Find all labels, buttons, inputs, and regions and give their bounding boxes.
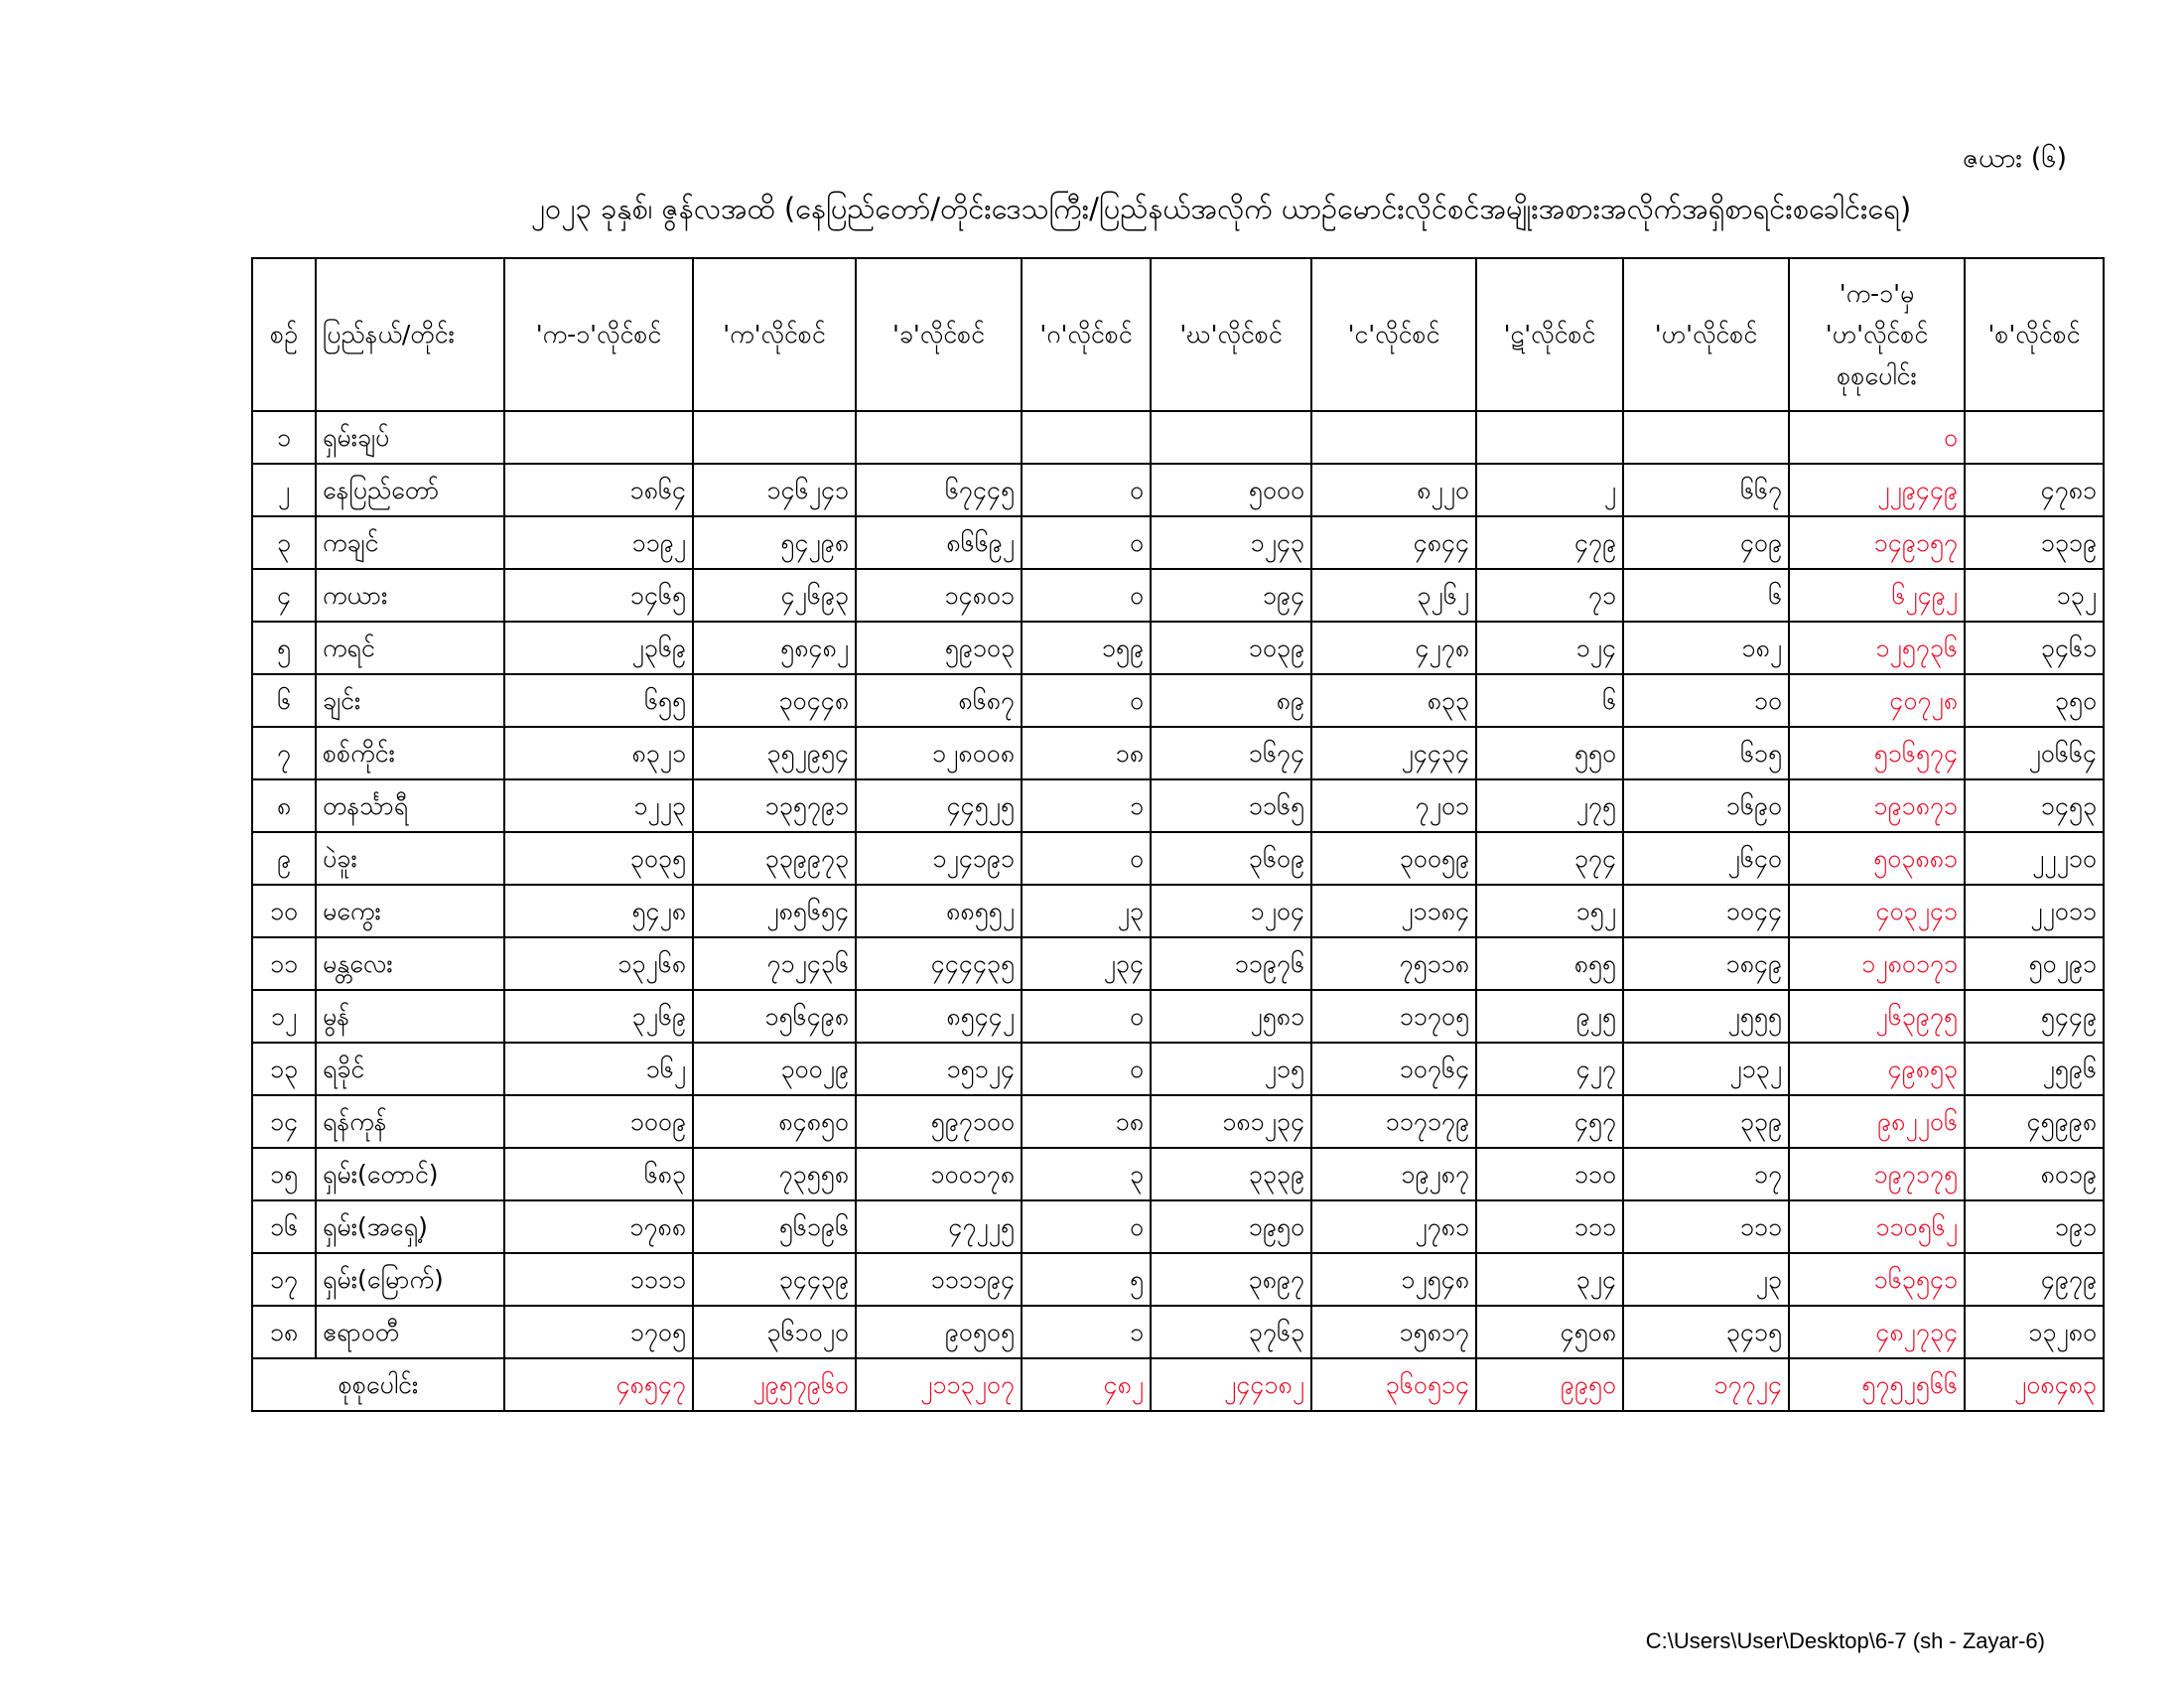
cell-c3: ၁၄၈၀၁ — [856, 569, 1022, 622]
cell-region: တနင်္သာရီ — [316, 779, 504, 832]
cell-c9: ၄၀၃၂၄၁ — [1789, 885, 1965, 937]
cell-c10: ၂၂၀၁၁ — [1965, 885, 2104, 937]
total-c1: ၄၈၅၄၇ — [504, 1358, 693, 1411]
cell-c8: ၂၁၃၂ — [1623, 1043, 1789, 1095]
cell-c4: ၃ — [1022, 1148, 1151, 1200]
cell-c3: ၅၉၇၁၀၀ — [856, 1095, 1022, 1148]
cell-c10: ၄၅၉၉၈ — [1965, 1095, 2104, 1148]
cell-c5: ၁၈၁၂၃၄ — [1151, 1095, 1311, 1148]
cell-c3: ၄၇၂၂၅ — [856, 1200, 1022, 1253]
cell-c1: ၁၇၈၈ — [504, 1200, 693, 1253]
header-c10: 'စ'လိုင်စင် — [1965, 258, 2104, 411]
cell-region: ရှမ်း(အရှေ့) — [316, 1200, 504, 1253]
cell-c2: ၈၄၈၅၀ — [693, 1095, 856, 1148]
cell-c9: ၁၉၁၈၇၁ — [1789, 779, 1965, 832]
cell-c5: ၅၀၀၀ — [1151, 464, 1311, 516]
cell-sn: ၄ — [252, 569, 316, 622]
cell-region: မွန် — [316, 990, 504, 1043]
header-c4: 'ဂ'လိုင်စင် — [1022, 258, 1151, 411]
cell-c3: ၆၇၄၄၅ — [856, 464, 1022, 516]
cell-c2: ၅၈၄၈၂ — [693, 622, 856, 674]
cell-c9: ၄၈၂၇၃၄ — [1789, 1306, 1965, 1358]
cell-c10: ၃၄၆၁ — [1965, 622, 2104, 674]
cell-c4: ၂၃ — [1022, 885, 1151, 937]
cell-c5: ၈၉ — [1151, 674, 1311, 727]
cell-c1: ၈၃၂၁ — [504, 727, 693, 779]
cell-c9: ၀ — [1789, 411, 1965, 464]
total-c9: ၅၇၅၂၅၆၆ — [1789, 1358, 1965, 1411]
cell-region: ရခိုင် — [316, 1043, 504, 1095]
cell-c1: ၅၄၂၈ — [504, 885, 693, 937]
cell-c9: ၂၆၃၉၇၅ — [1789, 990, 1965, 1043]
cell-c1: ၁၄၆၅ — [504, 569, 693, 622]
cell-c7: ၁၂၄ — [1476, 622, 1623, 674]
cell-c5: ၁၀၃၉ — [1151, 622, 1311, 674]
cell-c2: ၃၅၂၉၅၄ — [693, 727, 856, 779]
cell-c8: ၁၁၁ — [1623, 1200, 1789, 1253]
cell-c9: ၁၂၈၀၁၇၁ — [1789, 937, 1965, 990]
cell-c9: ၆၂၄၉၂ — [1789, 569, 1965, 622]
cell-region: မန္တလေး — [316, 937, 504, 990]
cell-c5: ၁၉၄ — [1151, 569, 1311, 622]
cell-c8: ၁၈၄၉ — [1623, 937, 1789, 990]
cell-sn: ၁၂ — [252, 990, 316, 1043]
cell-c8: ၁၀ — [1623, 674, 1789, 727]
cell-c9: ၄၀၇၂၈ — [1789, 674, 1965, 727]
cell-region: ရှမ်း(မြောက်) — [316, 1253, 504, 1306]
cell-c3: ၈၅၄၄၂ — [856, 990, 1022, 1043]
cell-c7: ၄၅၀၈ — [1476, 1306, 1623, 1358]
table-reference-label: ဇယား (၆) — [1962, 143, 2067, 174]
cell-c7 — [1476, 411, 1623, 464]
cell-region: ရှမ်းချပ် — [316, 411, 504, 464]
cell-c7: ၁၁၀ — [1476, 1148, 1623, 1200]
cell-c8: ၂၅၅၅ — [1623, 990, 1789, 1043]
cell-c5: ၁၁၉၇၆ — [1151, 937, 1311, 990]
cell-c5: ၁၂၀၄ — [1151, 885, 1311, 937]
cell-c10: ၅၀၂၉၁ — [1965, 937, 2104, 990]
header-c9: 'က-၁'မှ 'ဟ'လိုင်စင် စုစုပေါင်း — [1789, 258, 1965, 411]
cell-c4: ၁၈ — [1022, 1095, 1151, 1148]
cell-c1: ၁၂၂၃ — [504, 779, 693, 832]
cell-c3: ၁၅၁၂၄ — [856, 1043, 1022, 1095]
cell-c8: ၆၁၅ — [1623, 727, 1789, 779]
cell-c1 — [504, 411, 693, 464]
cell-c8: ၄၀၉ — [1623, 516, 1789, 569]
total-c5: ၂၄၄၁၈၂ — [1151, 1358, 1311, 1411]
cell-c9: ၅၀၃၈၈၁ — [1789, 832, 1965, 885]
cell-c9: ၁၁၀၅၆၂ — [1789, 1200, 1965, 1253]
table-title: ၂၀၂၃ ခုနှစ်၊ ဇွန်လအထိ (နေပြည်တော်/တိုင်းဒေသကြီး/ပြည်နယ်အလိုက် ယာဉ်မောင်းလိုင်စင်အမျိုးအစားအလိုက်အရှိစာရင်းစခေါင်းရေ) — [530, 192, 1912, 225]
cell-c4: ၀ — [1022, 516, 1151, 569]
cell-sn: ၁၈ — [252, 1306, 316, 1358]
cell-c6: ၁၉၂၈၇ — [1311, 1148, 1476, 1200]
header-c3: 'ခ'လိုင်စင် — [856, 258, 1022, 411]
cell-c10: ၄၇၈၁ — [1965, 464, 2104, 516]
cell-c5: ၁၆၇၄ — [1151, 727, 1311, 779]
table-row — [252, 569, 2104, 622]
total-c4: ၄၈၂ — [1022, 1358, 1151, 1411]
cell-c8: ၂၆၄၀ — [1623, 832, 1789, 885]
cell-c5: ၃၆၀၉ — [1151, 832, 1311, 885]
cell-sn: ၈ — [252, 779, 316, 832]
cell-c2: ၅၄၂၉၈ — [693, 516, 856, 569]
cell-sn: ၁၀ — [252, 885, 316, 937]
cell-c6: ၃၂၆၂ — [1311, 569, 1476, 622]
cell-c4: ၀ — [1022, 990, 1151, 1043]
cell-c2: ၅၆၁၉၆ — [693, 1200, 856, 1253]
cell-c5: ၃၃၃၉ — [1151, 1148, 1311, 1200]
cell-c5: ၂၅၈၁ — [1151, 990, 1311, 1043]
cell-c6: ၂၇၈၁ — [1311, 1200, 1476, 1253]
cell-c4: ၁၈ — [1022, 727, 1151, 779]
header-c6: 'င'လိုင်စင် — [1311, 258, 1476, 411]
cell-c9: ၁၉၇၁၇၅ — [1789, 1148, 1965, 1200]
cell-c10: ၁၄၅၃ — [1965, 779, 2104, 832]
cell-sn: ၇ — [252, 727, 316, 779]
table-row — [252, 990, 2104, 1043]
total-c8: ၁၇၇၂၄ — [1623, 1358, 1789, 1411]
cell-c9: ၅၁၆၅၇၄ — [1789, 727, 1965, 779]
cell-c2: ၃၆၁၀၂၀ — [693, 1306, 856, 1358]
header-region: ပြည်နယ်/တိုင်း — [316, 258, 504, 411]
cell-c5: ၁၂၄၃ — [1151, 516, 1311, 569]
cell-c4: ၀ — [1022, 674, 1151, 727]
cell-c6: ၁၀၇၆၄ — [1311, 1043, 1476, 1095]
cell-c4: ၁၅၉ — [1022, 622, 1151, 674]
table-row — [252, 885, 2104, 937]
cell-sn: ၁ — [252, 411, 316, 464]
cell-c5 — [1151, 411, 1311, 464]
cell-c9: ၁၆၃၅၄၁ — [1789, 1253, 1965, 1306]
cell-c6: ၁၁၇၁၇၉ — [1311, 1095, 1476, 1148]
cell-c3: ၁၁၁၁၉၄ — [856, 1253, 1022, 1306]
cell-c9: ၂၂၉၄၄၉ — [1789, 464, 1965, 516]
cell-sn: ၅ — [252, 622, 316, 674]
license-table — [251, 257, 2105, 1412]
cell-c3: ၈၆၆၉၂ — [856, 516, 1022, 569]
header-c2: 'က'လိုင်စင် — [693, 258, 856, 411]
cell-sn: ၃ — [252, 516, 316, 569]
cell-c9: ၉၈၂၂၀၆ — [1789, 1095, 1965, 1148]
cell-sn: ၁၄ — [252, 1095, 316, 1148]
cell-c3: ၄၄၅၂၅ — [856, 779, 1022, 832]
cell-c5: ၁၉၅၀ — [1151, 1200, 1311, 1253]
cell-c2: ၃၀၄၄၈ — [693, 674, 856, 727]
table-row — [252, 674, 2104, 727]
cell-c4: ၀ — [1022, 1043, 1151, 1095]
cell-c10: ၂၂၂၁၀ — [1965, 832, 2104, 885]
header-c8: 'ဟ'လိုင်စင် — [1623, 258, 1789, 411]
table-row — [252, 832, 2104, 885]
table-row — [252, 1200, 2104, 1253]
cell-c2: ၇၃၅၅၈ — [693, 1148, 856, 1200]
cell-c8: ၃၄၁၅ — [1623, 1306, 1789, 1358]
cell-c10: ၈၀၁၉ — [1965, 1148, 2104, 1200]
cell-c1: ၃၀၃၅ — [504, 832, 693, 885]
table-row — [252, 779, 2104, 832]
cell-c3: ၁၂၈၀၀၈ — [856, 727, 1022, 779]
cell-c7: ၁၅၂ — [1476, 885, 1623, 937]
cell-c6: ၁၂၅၄၈ — [1311, 1253, 1476, 1306]
cell-c7: ၂ — [1476, 464, 1623, 516]
cell-c8: ၆ — [1623, 569, 1789, 622]
cell-c7: ၁၁၁ — [1476, 1200, 1623, 1253]
cell-c4: ၀ — [1022, 464, 1151, 516]
cell-sn: ၉ — [252, 832, 316, 885]
cell-region: ရှမ်း(တောင်) — [316, 1148, 504, 1200]
cell-c7: ၅၅၀ — [1476, 727, 1623, 779]
cell-region: ချင်း — [316, 674, 504, 727]
table-row — [252, 727, 2104, 779]
cell-c2: ၃၃၉၉၇၃ — [693, 832, 856, 885]
cell-c7: ၂၇၅ — [1476, 779, 1623, 832]
table-row — [252, 1253, 2104, 1306]
cell-c9: ၁၂၅၇၃၆ — [1789, 622, 1965, 674]
table-row — [252, 464, 2104, 516]
cell-c2: ၁၅၆၄၉၈ — [693, 990, 856, 1043]
cell-c1: ၂၃၆၉ — [504, 622, 693, 674]
cell-c1: ၁၁၁၁ — [504, 1253, 693, 1306]
cell-c5: ၃၇၆၃ — [1151, 1306, 1311, 1358]
cell-c3: ၉၀၅၀၅ — [856, 1306, 1022, 1358]
cell-sn: ၂ — [252, 464, 316, 516]
cell-c6: ၁၅၈၁၇ — [1311, 1306, 1476, 1358]
cell-c8: ၁၇ — [1623, 1148, 1789, 1200]
cell-c1: ၆၈၃ — [504, 1148, 693, 1200]
cell-c4: ၀ — [1022, 569, 1151, 622]
cell-c8: ၂၃ — [1623, 1253, 1789, 1306]
total-c10: ၂၀၈၄၈၃ — [1965, 1358, 2104, 1411]
cell-sn: ၁၃ — [252, 1043, 316, 1095]
cell-c4: ၀ — [1022, 832, 1151, 885]
cell-c1: ၃၂၆၉ — [504, 990, 693, 1043]
cell-region: စစ်ကိုင်း — [316, 727, 504, 779]
cell-c3: ၄၄၄၄၃၅ — [856, 937, 1022, 990]
total-row — [252, 1358, 2104, 1411]
cell-c4: ၅ — [1022, 1253, 1151, 1306]
cell-c9: ၁၄၉၁၅၇ — [1789, 516, 1965, 569]
cell-c10: ၁၉၁ — [1965, 1200, 2104, 1253]
table-header-row — [252, 258, 2104, 411]
cell-c6: ၂၄၄၃၄ — [1311, 727, 1476, 779]
cell-c2: ၃၄၄၃၉ — [693, 1253, 856, 1306]
cell-c3: ၈၆၈၇ — [856, 674, 1022, 727]
cell-c7: ၃၂၄ — [1476, 1253, 1623, 1306]
total-c2: ၂၉၅၇၉၆၀ — [693, 1358, 856, 1411]
cell-c10: ၃၅၀ — [1965, 674, 2104, 727]
total-c3: ၂၁၁၃၂၀၇ — [856, 1358, 1022, 1411]
cell-c4: ၀ — [1022, 1200, 1151, 1253]
cell-c4: ၁ — [1022, 779, 1151, 832]
cell-c6: ၄၂၇၈ — [1311, 622, 1476, 674]
cell-c1: ၁၁၉၂ — [504, 516, 693, 569]
cell-c7: ၇၁ — [1476, 569, 1623, 622]
cell-region: ဧရာဝတီ — [316, 1306, 504, 1358]
cell-region: ရန်ကုန် — [316, 1095, 504, 1148]
cell-c2: ၁၄၆၂၄၁ — [693, 464, 856, 516]
total-label: စုစုပေါင်း — [252, 1358, 504, 1411]
header-c7: 'ဋ'လိုင်စင် — [1476, 258, 1623, 411]
cell-c10: ၄၉၇၉ — [1965, 1253, 2104, 1306]
cell-c10: ၁၃၂ — [1965, 569, 2104, 622]
cell-c2: ၂၈၅၆၅၄ — [693, 885, 856, 937]
table-row — [252, 1043, 2104, 1095]
cell-c6: ၄၈၄၄ — [1311, 516, 1476, 569]
cell-region: ကယား — [316, 569, 504, 622]
cell-c10: ၁၃၁၉ — [1965, 516, 2104, 569]
cell-c3: ၁၀၀၁၇၈ — [856, 1148, 1022, 1200]
cell-c3: ၅၉၁၀၃ — [856, 622, 1022, 674]
table-row — [252, 1306, 2104, 1358]
cell-c2: ၇၁၂၄၃၆ — [693, 937, 856, 990]
header-sn: စဉ် — [252, 258, 316, 411]
table-row — [252, 1095, 2104, 1148]
cell-c6: ၈၃၃ — [1311, 674, 1476, 727]
cell-region: မကွေး — [316, 885, 504, 937]
cell-sn: ၁၅ — [252, 1148, 316, 1200]
cell-c10 — [1965, 411, 2104, 464]
cell-sn: ၁၁ — [252, 937, 316, 990]
cell-c6: ၃၀၀၅၉ — [1311, 832, 1476, 885]
cell-c2: ၁၃၅၇၉၁ — [693, 779, 856, 832]
cell-c7: ၄၅၇ — [1476, 1095, 1623, 1148]
cell-c8: ၃၃၉ — [1623, 1095, 1789, 1148]
cell-c10: ၁၃၂၈၀ — [1965, 1306, 2104, 1358]
cell-c2: ၄၂၆၉၃ — [693, 569, 856, 622]
table-row — [252, 411, 2104, 464]
cell-c3: ၈၈၅၅၂ — [856, 885, 1022, 937]
table-row — [252, 516, 2104, 569]
cell-c2: ၃၀၀၂၉ — [693, 1043, 856, 1095]
cell-c1: ၁၈၆၄ — [504, 464, 693, 516]
file-path-footer: C:\Users\User\Desktop\6-7 (sh - Zayar-6) — [1645, 1628, 2045, 1653]
total-c6: ၃၆၀၅၁၄ — [1311, 1358, 1476, 1411]
cell-region: ကရင် — [316, 622, 504, 674]
cell-c4 — [1022, 411, 1151, 464]
table-row — [252, 937, 2104, 990]
cell-c8: ၆၆၇ — [1623, 464, 1789, 516]
cell-c6: ၇၂၀၁ — [1311, 779, 1476, 832]
table-row — [252, 622, 2104, 674]
cell-c5: ၂၁၅ — [1151, 1043, 1311, 1095]
cell-sn: ၆ — [252, 674, 316, 727]
cell-c6: ၈၂၂၀ — [1311, 464, 1476, 516]
cell-sn: ၁၇ — [252, 1253, 316, 1306]
cell-c6: ၁၁၇၀၅ — [1311, 990, 1476, 1043]
cell-c8: ၁၈၂ — [1623, 622, 1789, 674]
header-c1: 'က-၁'လိုင်စင် — [504, 258, 693, 411]
cell-c7: ၈၅၅ — [1476, 937, 1623, 990]
cell-c8 — [1623, 411, 1789, 464]
cell-region: နေပြည်တော် — [316, 464, 504, 516]
cell-c7: ၉၂၅ — [1476, 990, 1623, 1043]
cell-sn: ၁၆ — [252, 1200, 316, 1253]
cell-region: ကချင် — [316, 516, 504, 569]
cell-c2 — [693, 411, 856, 464]
cell-c6: ၇၅၁၁၈ — [1311, 937, 1476, 990]
total-c7: ၉၉၅၀ — [1476, 1358, 1623, 1411]
cell-c10: ၂၀၆၆၄ — [1965, 727, 2104, 779]
cell-c6: ၂၁၁၈၄ — [1311, 885, 1476, 937]
cell-c5: ၃၈၉၇ — [1151, 1253, 1311, 1306]
cell-c1: ၁၀၀၉ — [504, 1095, 693, 1148]
cell-c3 — [856, 411, 1022, 464]
cell-c7: ၆ — [1476, 674, 1623, 727]
cell-c7: ၄၂၇ — [1476, 1043, 1623, 1095]
cell-region: ပဲခူး — [316, 832, 504, 885]
cell-c1: ၆၅၅ — [504, 674, 693, 727]
cell-c6 — [1311, 411, 1476, 464]
cell-c1: ၁၇၀၅ — [504, 1306, 693, 1358]
table-row — [252, 1148, 2104, 1200]
cell-c10: ၂၅၉၆ — [1965, 1043, 2104, 1095]
cell-c5: ၁၁၆၅ — [1151, 779, 1311, 832]
cell-c10: ၅၄၄၉ — [1965, 990, 2104, 1043]
cell-c7: ၄၇၉ — [1476, 516, 1623, 569]
cell-c4: ၁ — [1022, 1306, 1151, 1358]
cell-c4: ၂၃၄ — [1022, 937, 1151, 990]
header-c5: 'ဃ'လိုင်စင် — [1151, 258, 1311, 411]
cell-c1: ၁၃၂၆၈ — [504, 937, 693, 990]
cell-c3: ၁၂၄၁၉၁ — [856, 832, 1022, 885]
cell-c1: ၁၆၂ — [504, 1043, 693, 1095]
cell-c7: ၃၇၄ — [1476, 832, 1623, 885]
cell-c9: ၄၉၈၅၃ — [1789, 1043, 1965, 1095]
cell-c8: ၁၀၄၄ — [1623, 885, 1789, 937]
cell-c8: ၁၆၉၀ — [1623, 779, 1789, 832]
